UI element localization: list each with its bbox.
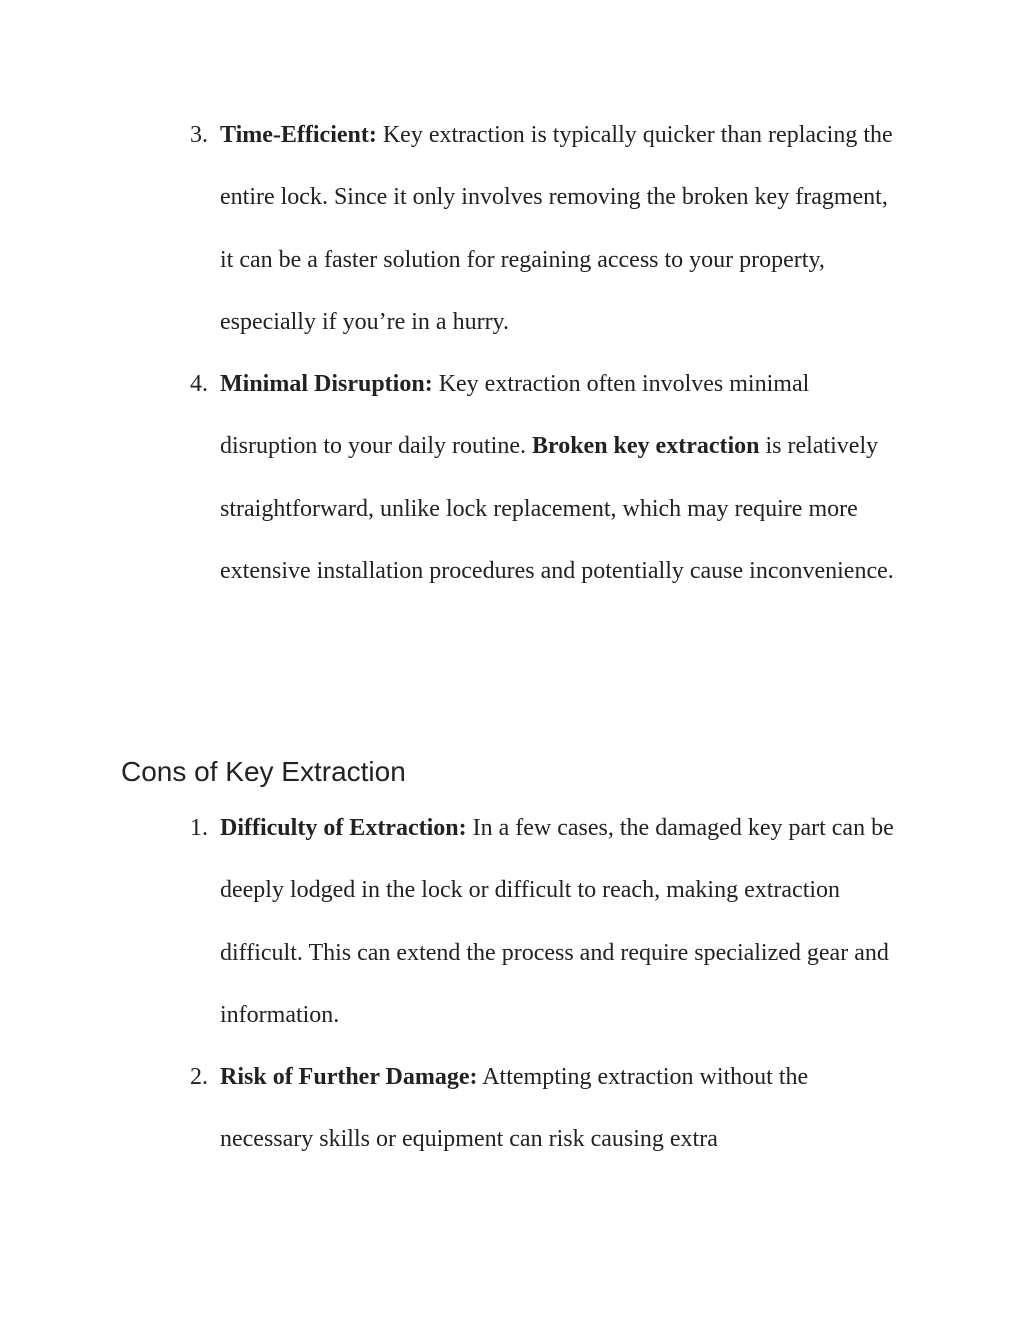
list-number: 2. (190, 1064, 208, 1091)
list-number: 1. (190, 815, 208, 841)
item-text-continued: is relatively straightforward, unlike lock replacement, which may require more extensive installation procedures and potentially cause inconvenience. (220, 433, 894, 585)
list-item-further-damage (0, 1046, 900, 1171)
list-number: 3. (190, 122, 208, 148)
item-title: Difficulty of Extraction: (220, 815, 467, 841)
item-title: Minimal Disruption: (220, 371, 433, 398)
cons-list (0, 797, 1024, 1171)
list-number: 4. (190, 371, 208, 398)
item-title: Risk of Further Damage: (220, 1064, 478, 1091)
item-text: In a few cases, the damaged key part can be deeply lodged in the lock or difficult to reach, making extraction difficult. This can extend the process and require specialized gear and information. (220, 815, 894, 1028)
item-text: Key extraction often involves minimal disruption to your daily routine. (220, 371, 810, 460)
item-title: Time-Efficient: (220, 122, 377, 148)
list-item-time-efficient (0, 104, 900, 353)
item-text: Attempting extraction without the necessary skills or equipment can risk causing extra (220, 1064, 809, 1153)
list-item-difficulty (0, 797, 900, 1046)
inline-bold-phrase: Broken key extraction (531, 433, 760, 460)
list-item-minimal-disruption (0, 353, 900, 602)
item-text: Key extraction is typically quicker than replacing the entire lock. Since it only involves removing the broken key fragment, it can be a faster solution for regaining access to your property, especially if you’re in a hurry. (220, 122, 893, 335)
section-heading-cons: Cons of Key Extraction (121, 756, 406, 787)
pros-list (0, 104, 1024, 602)
